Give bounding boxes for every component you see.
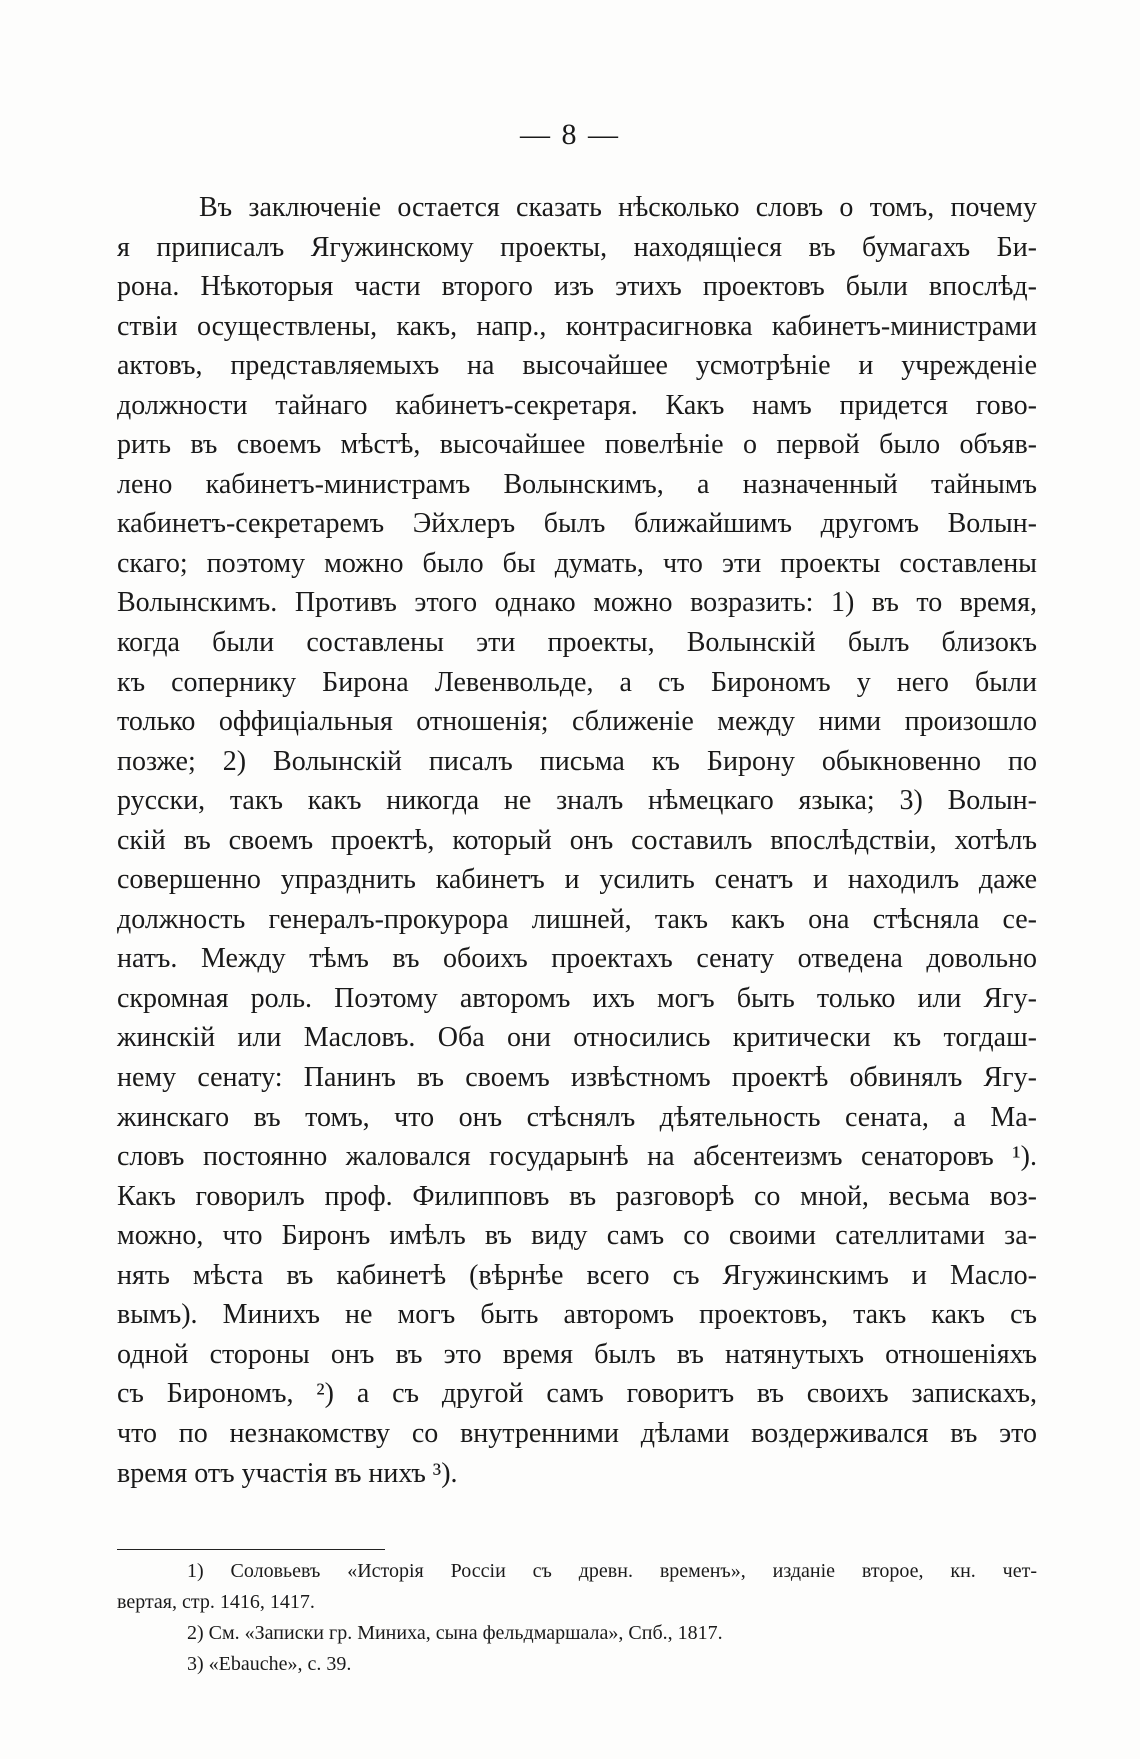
text-line: рить въ своемъ мѣстѣ, высочайшее повелѣніе о первой было объяв- (117, 429, 1037, 461)
footnote-3: 3) «Ebauche», с. 39. (187, 1653, 352, 1675)
text-line: скромная роль. Поэтому авторомъ ихъ могъ быть только или Ягу- (117, 982, 1037, 1014)
body-text (117, 188, 1037, 1493)
text-line: когда были составлены эти проекты, Волынскій былъ близокъ (117, 627, 1037, 659)
text-line: нять мѣста въ кабинетѣ (вѣрнѣе всего съ Ягужинскимъ и Масло- (117, 1259, 1037, 1291)
page-number: — 8 — (520, 118, 620, 151)
footnote-2: 2) См. «Записки гр. Миниха, сына фельдмаршала», Спб., 1817. (187, 1622, 723, 1644)
text-line: кабинетъ-секретаремъ Эйхлеръ былъ ближайшимъ другомъ Волын- (117, 508, 1037, 540)
text-line: позже; 2) Волынскій писалъ письма къ Бирону обыкновенно по (117, 745, 1037, 777)
text-line: одной стороны онъ въ это время былъ въ натянутыхъ отношеніяхъ (117, 1338, 1037, 1370)
text-line: натъ. Между тѣмъ въ обоихъ проектахъ сенату отведена довольно (117, 943, 1037, 975)
text-line: съ Бирономъ, ²) а съ другой самъ говоритъ въ своихъ запискахъ, (117, 1378, 1037, 1410)
text-line: должность генералъ-прокурора лишней, такъ какъ она стѣсняла се- (117, 903, 1037, 935)
text-line: только оффиціальныя отношенія; сближеніе между ними произошло (117, 706, 1037, 738)
text-line: я приписалъ Ягужинскому проекты, находящіеся въ бумагахъ Би- (117, 231, 1037, 263)
text-line: ствіи осуществлены, какъ, напр., контрасигновка кабинетъ-министрами (117, 310, 1037, 342)
footnotes (117, 1556, 1037, 1680)
text-line: русски, такъ какъ никогда не зналъ нѣмецкаго языка; 3) Волын- (117, 785, 1037, 817)
text-line: Волынскимъ. Противъ этого однако можно возразить: 1) въ то время, (117, 587, 1037, 619)
text-line: можно, что Биронъ имѣлъ въ виду самъ со своими сателлитами за- (117, 1220, 1037, 1252)
text-line: совершенно упразднить кабинетъ и усилить сенатъ и находилъ даже (117, 864, 1037, 896)
footnote-1-line-1: 1) Соловьевъ «Исторія Россіи съ древн. временъ», изданіе второе, кн. чет- (187, 1560, 1037, 1582)
text-line: рона. Нѣкоторыя части второго изъ этихъ проектовъ были впослѣд- (117, 271, 1037, 303)
text-line: Какъ говорилъ проф. Филипповъ въ разговорѣ со мной, весьма воз- (117, 1180, 1037, 1212)
text-line: жинскій или Масловъ. Оба они относились критически къ тогдаш- (117, 1022, 1037, 1054)
text-line: должности тайнаго кабинетъ-секретаря. Какъ намъ придется гово- (117, 389, 1037, 421)
footnote-1-line-2: вертая, стр. 1416, 1417. (117, 1591, 315, 1613)
text-line: лено кабинетъ-министрамъ Волынскимъ, а назначенный тайнымъ (117, 468, 1037, 500)
text-line: Въ заключеніе остается сказать нѣсколько словъ о томъ, почему (199, 192, 1037, 223)
text-line: скаго; поэтому можно было бы думать, что эти проекты составлены (117, 547, 1037, 579)
text-line: вымъ). Минихъ не могъ быть авторомъ проектовъ, такъ какъ съ (117, 1299, 1037, 1331)
text-line: актовъ, представляемыхъ на высочайшее усмотрѣніе и учрежденіе (117, 350, 1037, 382)
text-line-last: время отъ участія въ нихъ ³). (117, 1457, 458, 1489)
text-line: скій въ своемъ проектѣ, который онъ составилъ впослѣдствіи, хотѣлъ (117, 824, 1037, 856)
text-line: къ сопернику Бирона Левенвольде, а съ Бирономъ у него были (117, 666, 1037, 698)
footnote-divider (117, 1549, 385, 1550)
text-line: нему сенату: Панинъ въ своемъ извѣстномъ проектѣ обвинялъ Ягу- (117, 1062, 1037, 1094)
text-line: что по незнакомству со внутренними дѣлами воздерживался въ это (117, 1417, 1037, 1449)
text-line: жинскаго въ томъ, что онъ стѣснялъ дѣятельность сената, а Ма- (117, 1101, 1037, 1133)
text-line: словъ постоянно жаловался государынѣ на абсентеизмъ сенаторовъ ¹). (117, 1141, 1037, 1173)
